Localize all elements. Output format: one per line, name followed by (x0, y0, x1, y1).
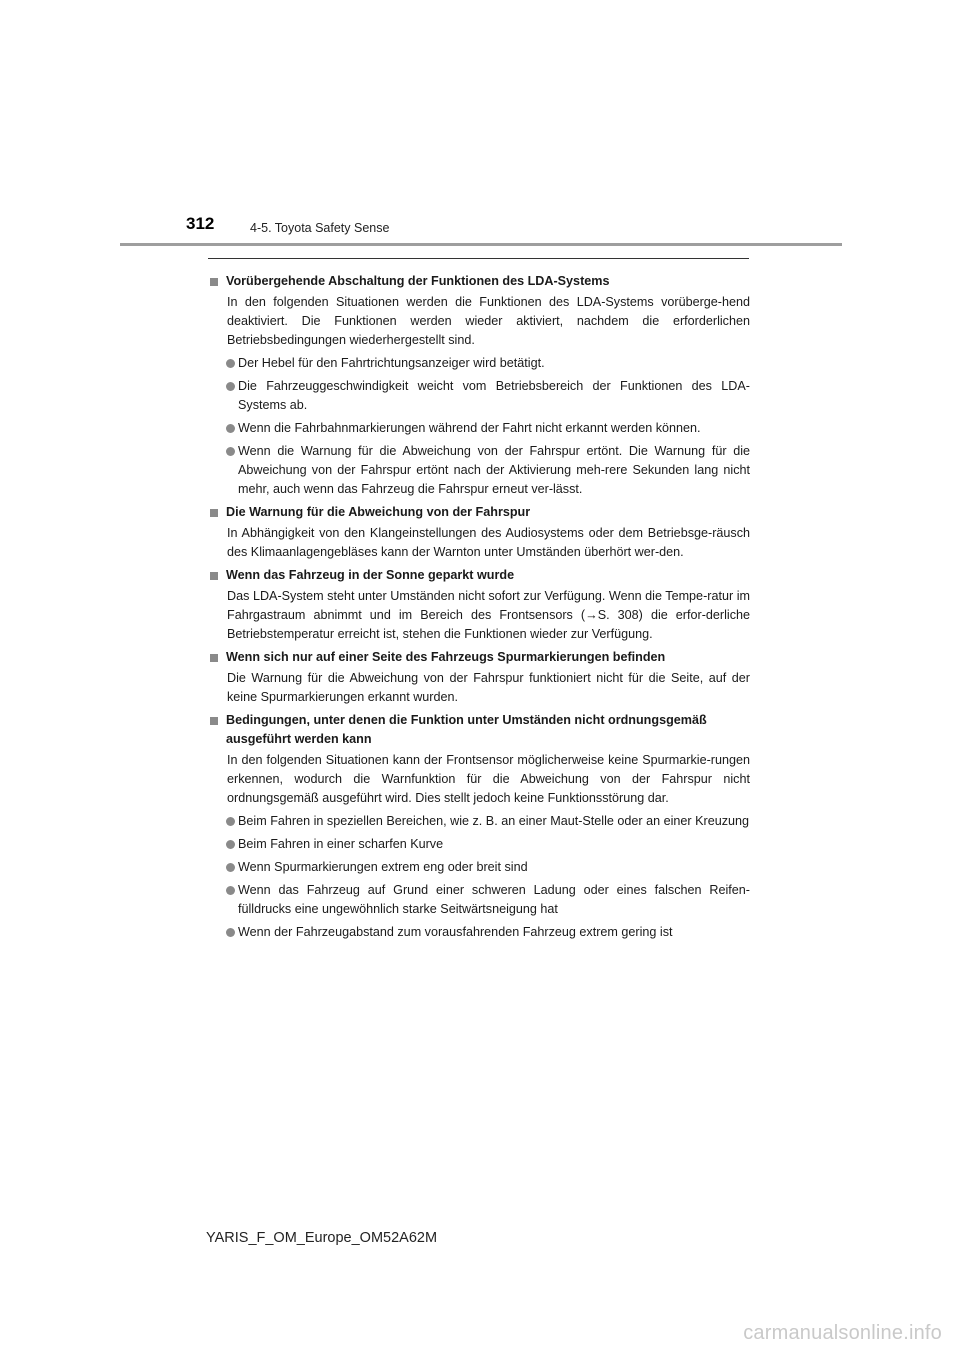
square-bullet-icon (210, 717, 218, 725)
section-paragraph: Die Warnung für die Abweichung von der Fahrspur funktioniert nicht für die Seite, auf der keine Spurmarkierungen erkannt wurden. (227, 671, 750, 704)
section-paragraph: In den folgenden Situationen werden die Funktionen des LDA-Systems vorüberge-hend deaktiviert. Die Funktionen werden wieder aktiviert, nachdem die erforderlichen Betriebsbedingungen wiederhergestellt sind. (227, 295, 750, 347)
page-number: 312 (186, 214, 215, 233)
square-bullet-icon (210, 509, 218, 517)
watermark: carmanualsonline.info (743, 1322, 942, 1344)
content-rule (208, 258, 749, 259)
circle-bullet-icon (226, 359, 235, 368)
section-lda-deactivation (210, 272, 750, 499)
section-heading: Vorübergehende Abschaltung der Funktionen des LDA-Systems (226, 274, 610, 288)
list-item: Die Fahrzeuggeschwindigkeit weicht vom Betriebsbereich der Funktionen des LDA-Systems ab. (210, 377, 750, 415)
circle-bullet-icon (226, 424, 235, 433)
section-paragraph: Das LDA-System steht unter Umständen nicht sofort zur Verfügung. Wenn die Tempe-ratur im Fahrgastraum abnimmt und im Bereich des Frontsensors (→S. 308) die erfor-derliche Betriebstemperatur erreicht ist, stehen die Funktionen wieder zur Verfügung. (227, 589, 750, 641)
circle-bullet-icon (226, 382, 235, 391)
section-lane-departure-warning (210, 503, 750, 562)
circle-bullet-icon (226, 817, 235, 826)
list-item: Wenn die Warnung für die Abweichung von der Fahrspur ertönt. Die Warnung für die Abweichung von der Fahrspur ertönt nach der Aktivierung meh-rere Sekunden lang nicht mehr, auch wenn das Fahrzeug die Fahrspur erneut ver-lässt. (210, 442, 750, 499)
circle-bullet-icon (226, 863, 235, 872)
list-item: Wenn der Fahrzeugabstand zum vorausfahrenden Fahrzeug extrem gering ist (210, 923, 750, 942)
list-item: Beim Fahren in einer scharfen Kurve (210, 835, 750, 854)
section-paragraph: In den folgenden Situationen kann der Frontsensor möglicherweise keine Spurmarkie-rungen erkennen, wodurch die Warnfunktion für die Abweichung von der Fahrspur nicht ordnungsgemäß ausgeführt wird. Dies stellt jedoch keine Funktionsstörung dar. (227, 753, 750, 805)
section-one-side-markings (210, 648, 750, 707)
section-heading: Bedingungen, unter denen die Funktion unter Umständen nicht ordnungsgemäß ausgeführt werden kann (226, 713, 707, 746)
square-bullet-icon (210, 278, 218, 286)
list-item: Wenn Spurmarkierungen extrem eng oder breit sind (210, 858, 750, 877)
list-item: Der Hebel für den Fahrtrichtungsanzeiger wird betätigt. (210, 354, 750, 373)
document-id: YARIS_F_OM_Europe_OM52A62M (206, 1230, 438, 1246)
page-content (210, 268, 750, 945)
section-paragraph: In Abhängigkeit von den Klangeinstellungen des Audiosystems oder dem Betriebsge-räusch des Klimaanlagengebläses kann der Warnton unter Umständen überhört wer-den. (227, 526, 750, 559)
list-item: Beim Fahren in speziellen Bereichen, wie z. B. an einer Maut-Stelle oder an einer Kreuzung (210, 812, 750, 831)
list-item: Wenn die Fahrbahnmarkierungen während der Fahrt nicht erkannt werden können. (210, 419, 750, 438)
section-title: 4-5. Toyota Safety Sense (250, 221, 390, 235)
section-heading: Wenn sich nur auf einer Seite des Fahrzeugs Spurmarkierungen befinden (226, 650, 666, 664)
section-heading: Die Warnung für die Abweichung von der Fahrspur (226, 505, 531, 519)
section-parked-in-sun (210, 566, 750, 644)
section-heading: Wenn das Fahrzeug in der Sonne geparkt wurde (226, 568, 515, 582)
section-malfunction-conditions (210, 711, 750, 942)
circle-bullet-icon (226, 886, 235, 895)
square-bullet-icon (210, 654, 218, 662)
list-item: Wenn das Fahrzeug auf Grund einer schweren Ladung oder eines falschen Reifen-fülldrucks eine ungewöhnlich starke Seitwärtsneigung hat (210, 881, 750, 919)
circle-bullet-icon (226, 928, 235, 937)
header-rule (120, 243, 842, 246)
circle-bullet-icon (226, 447, 235, 456)
square-bullet-icon (210, 572, 218, 580)
circle-bullet-icon (226, 840, 235, 849)
